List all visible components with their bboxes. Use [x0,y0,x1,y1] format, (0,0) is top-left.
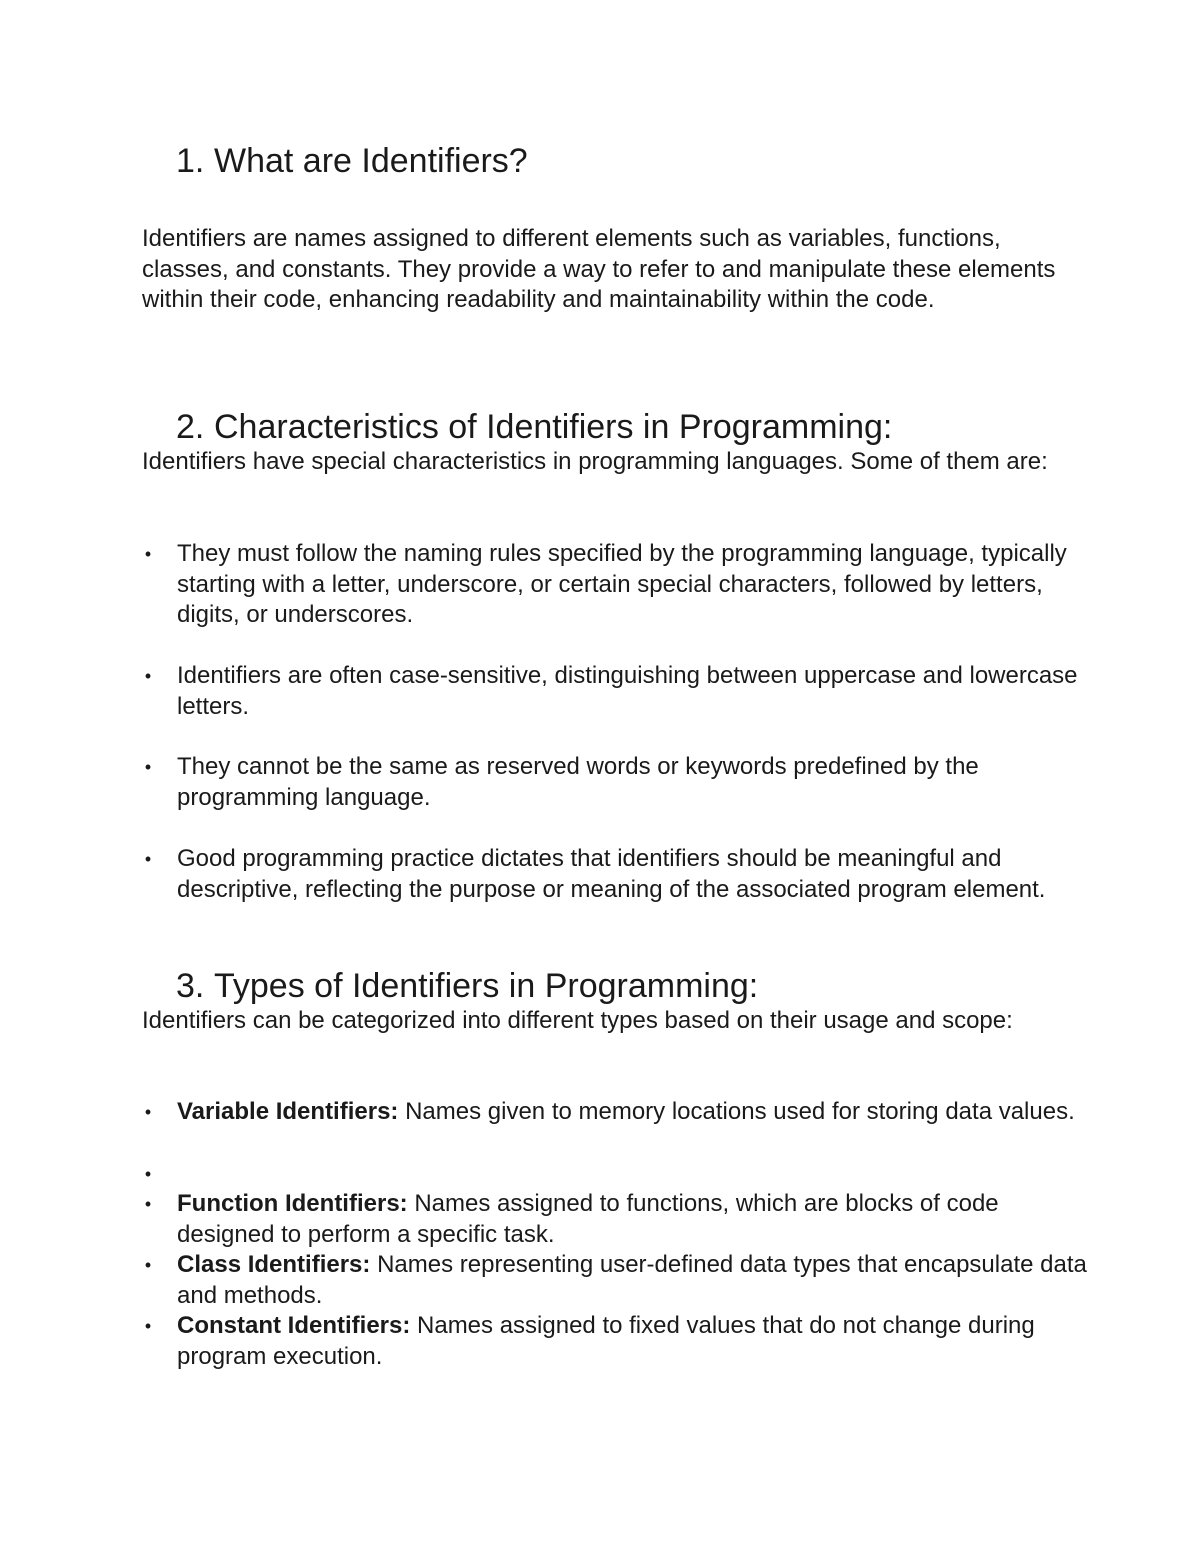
list-item-term: Constant Identifiers: [177,1312,411,1339]
list-item-text [177,1189,1087,1250]
section-1-number: 1. [176,142,205,180]
section-2-paragraph: Identifiers have special characteristics in programming languages. Some of them are: [142,448,1048,475]
list-item-text [177,1311,1087,1372]
list-item-description: Names representing user-defined data types that encapsulate data and methods. [177,1251,1087,1309]
list-item-term: Class Identifiers: [177,1251,371,1278]
section-3-number: 3. [176,967,205,1005]
section-3-heading [176,966,758,1006]
bullet-icon: • [144,666,152,686]
bullet-icon: • [144,849,152,869]
list-item-text: Good programming practice dictates that identifiers should be meaningful and descriptive, reflecting the purpose or meaning of the associated program element. [177,845,1046,903]
list-item-description: Names assigned to functions, which are blocks of code designed to perform a specific task. [177,1190,999,1248]
bullet-icon: • [144,1316,152,1336]
bullet-icon: • [144,1102,152,1122]
list-item-text [177,1250,1087,1311]
bullet-icon: • [144,757,152,777]
bullet-icon: • [144,1255,152,1275]
list-item-text: Identifiers are often case-sensitive, distinguishing between uppercase and lowercase letters. [177,662,1078,720]
list-item-description: Names given to memory locations used for storing data values. [398,1098,1075,1125]
bullet-icon: • [144,544,152,564]
section-2-number: 2. [176,408,205,446]
bullet-icon: • [144,1164,152,1184]
section-1-title: What are Identifiers? [214,142,528,180]
list-item-description: Names assigned to fixed values that do not change during program execution. [177,1312,1035,1370]
list-item-text: They cannot be the same as reserved words or keywords predefined by the programming language. [177,753,979,811]
section-2-heading [176,407,892,447]
bullet-icon: • [144,1194,152,1214]
section-1-paragraph: Identifiers are names assigned to different elements such as variables, functions, classes, and constants. They provide a way to refer to and manipulate these elements within their code, enhancing readability and maintainability within the code. [142,225,1056,313]
list-item-term: Function Identifiers: [177,1190,408,1217]
list-item-text: They must follow the naming rules specified by the programming language, typically starting with a letter, underscore, or certain special characters, followed by letters, digits, or underscores. [177,540,1067,628]
section-2-title: Characteristics of Identifiers in Programming: [214,408,893,446]
section-3-title: Types of Identifiers in Programming: [214,967,759,1005]
section-3-paragraph: Identifiers can be categorized into different types based on their usage and scope: [142,1007,1013,1034]
list-item-text [177,1097,1087,1128]
list-item-term: Variable Identifiers: [177,1098,399,1125]
section-1-heading [176,141,528,181]
